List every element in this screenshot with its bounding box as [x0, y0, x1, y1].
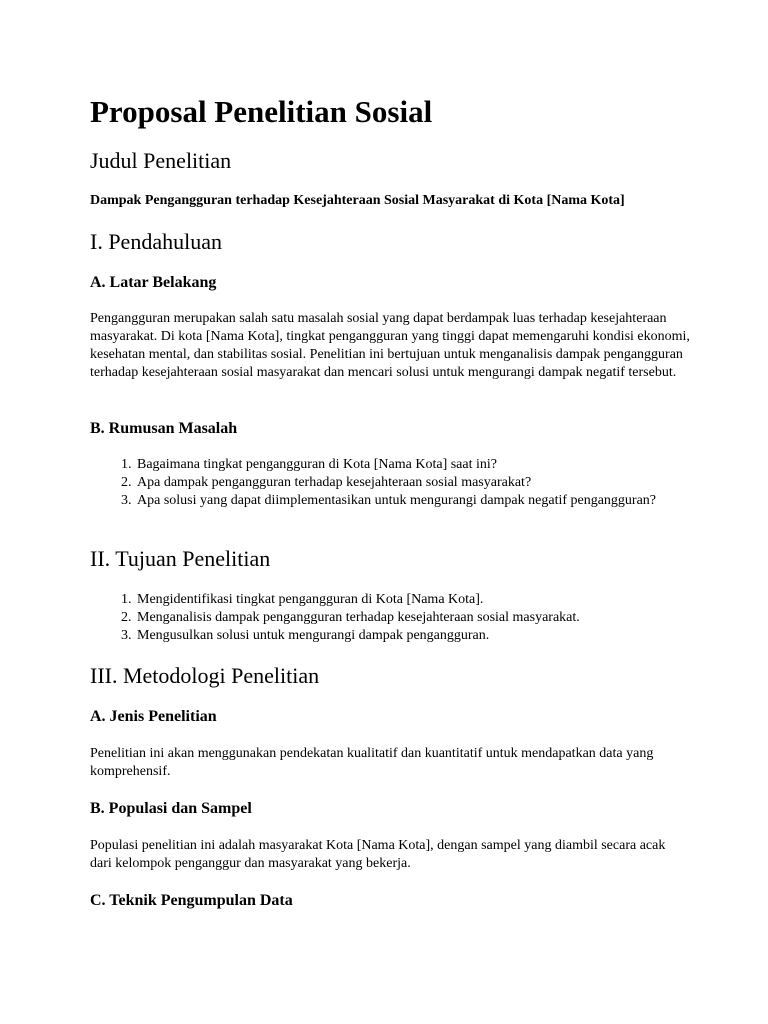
- list-item: 3. Mengusulkan solusi untuk mengurangi dampak pengangguran.: [135, 627, 695, 645]
- judul-text: Dampak Pengangguran terhadap Kesejahteraan Sosial Masyarakat di Kota [Nama Kota]: [90, 193, 625, 208]
- populasi-sampel-text: Populasi penelitian ini adalah masyarakat Kota [Nama Kota], dengan sampel yang diambil secara acak dari kelompok penganggur dan masyarakat yang bekerja.: [90, 838, 666, 871]
- judul-heading: Judul Penelitian: [90, 148, 232, 173]
- jenis-penelitian-text: Penelitian ini akan menggunakan pendekatan kualitatif dan kuantitatif untuk mendapatkan data yang komprehensif.: [90, 746, 654, 779]
- list-item: 2. Menganalisis dampak pengangguran terhadap kesejahteraan sosial masyarakat.: [135, 609, 695, 627]
- list-item: 1. Mengidentifikasi tingkat pengangguran di Kota [Nama Kota].: [135, 591, 695, 609]
- pendahuluan-heading: I. Pendahuluan: [90, 229, 222, 254]
- teknik-pengumpulan-heading: C. Teknik Pengumpulan Data: [90, 892, 293, 909]
- metodologi-heading: III. Metodologi Penelitian: [90, 663, 320, 688]
- list-item: 3. Apa solusi yang dapat diimplementasikan untuk mengurangi dampak negatif pengangguran?: [135, 492, 695, 510]
- list-item: 1. Bagaimana tingkat pengangguran di Kota [Nama Kota] saat ini?: [135, 456, 695, 474]
- rumusan-masalah-heading: B. Rumusan Masalah: [90, 420, 238, 437]
- tujuan-heading: II. Tujuan Penelitian: [90, 546, 271, 571]
- document-title: Proposal Penelitian Sosial: [90, 94, 433, 129]
- jenis-penelitian-heading: A. Jenis Penelitian: [90, 708, 217, 725]
- latar-belakang-text: Pengangguran merupakan salah satu masalah sosial yang dapat berdampak luas terhadap kesejahteraan masyarakat. Di kota [Nama Kota], tingkat pengangguran yang tinggi dapat memengaruhi kondisi ekonomi, kesehatan mental, dan stabilitas sosial. Penelitian ini bertujuan untuk menganalisis dampak pengangguran terhadap kesejahteraan sosial masyarakat dan mencari solusi untuk mengurangi dampak negatif tersebut.: [90, 311, 690, 380]
- populasi-sampel-heading: B. Populasi dan Sampel: [90, 800, 252, 817]
- tujuan-list: [90, 591, 695, 645]
- list-item: 2. Apa dampak pengangguran terhadap kesejahteraan sosial masyarakat?: [135, 474, 695, 492]
- latar-belakang-heading: A. Latar Belakang: [90, 274, 217, 291]
- rumusan-masalah-list: [90, 456, 695, 510]
